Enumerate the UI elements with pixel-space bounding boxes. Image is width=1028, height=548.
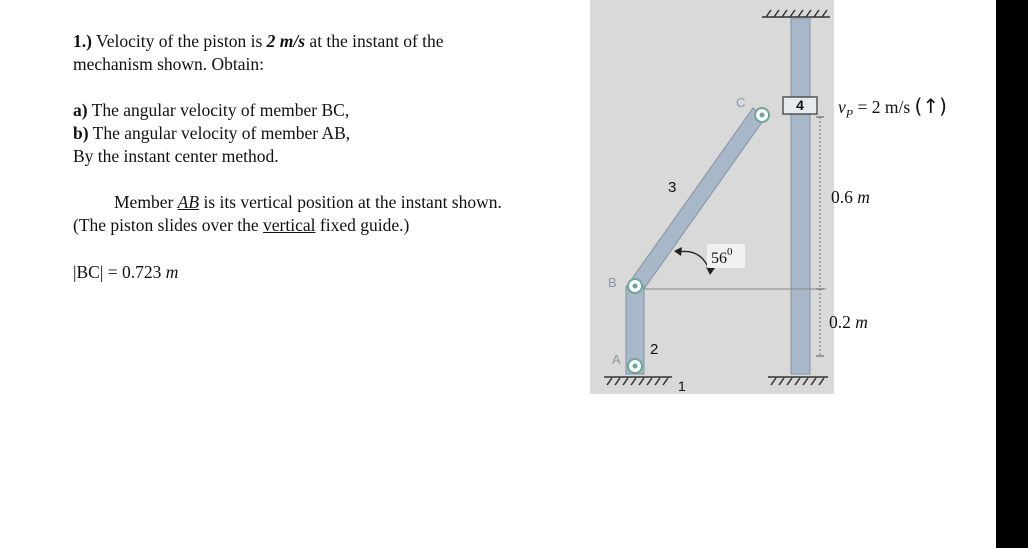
velocity-subscript: P	[845, 106, 854, 121]
problem-intro	[73, 30, 444, 53]
question-b-text: The angular velocity of member AB,	[92, 123, 351, 143]
note-member: AB	[177, 192, 200, 212]
label-a: A	[612, 352, 621, 367]
label-angle: $56^0$	[711, 246, 733, 267]
method-line: By the instant center method.	[73, 146, 279, 166]
velocity-symbol: v	[838, 97, 846, 117]
intro-line-2: mechanism shown. Obtain:	[73, 54, 265, 74]
question-a-text: The angular velocity of member BC,	[91, 100, 350, 120]
label-c: C	[736, 95, 746, 110]
dimension-upper-value: 0.6	[831, 187, 853, 207]
dimension-upper	[831, 187, 870, 208]
mechanism-diagram	[590, 0, 834, 394]
note-line-1	[114, 191, 502, 214]
dimension-upper-unit: m	[857, 187, 870, 207]
velocity-value: = 2 m/s	[857, 97, 911, 117]
note2-post: fixed guide.)	[319, 215, 410, 235]
vertical-guide-rod	[791, 18, 810, 374]
bc-label: |BC|	[73, 262, 104, 282]
dimension-lower-unit: m	[855, 312, 868, 332]
velocity-annotation	[838, 94, 947, 122]
bc-unit: m	[165, 262, 179, 282]
right-border-band	[996, 0, 1028, 548]
question-a	[73, 99, 349, 122]
piston-speed: 2 m/s	[266, 31, 306, 51]
dimension-lower-value: 0.2	[829, 312, 851, 332]
bc-value: = 0.723	[107, 262, 162, 282]
question-a-label: a)	[73, 100, 88, 120]
intro-text-b: at the instant of the	[309, 31, 444, 51]
question-b	[73, 122, 350, 145]
note-post: is its vertical position at the instant shown.	[203, 192, 502, 212]
problem-number: 1.)	[73, 31, 92, 51]
velocity-direction: (↑)	[914, 94, 947, 118]
question-b-label: b)	[73, 123, 89, 143]
bc-length	[73, 261, 178, 284]
note2-word: vertical	[263, 215, 316, 235]
intro-text-a: Velocity of the piston is	[96, 31, 263, 51]
note-line-2	[73, 214, 409, 237]
label-link-1: 1	[678, 378, 686, 394]
label-link-3: 3	[668, 179, 677, 196]
label-link-4: 4	[796, 97, 804, 113]
note-pre: Member	[114, 192, 174, 212]
label-link-2: 2	[650, 341, 659, 358]
note2-pre: (The piston slides over the	[73, 215, 259, 235]
dimension-lower	[829, 312, 868, 333]
mechanism-figure	[590, 0, 834, 394]
label-b: B	[608, 275, 617, 290]
